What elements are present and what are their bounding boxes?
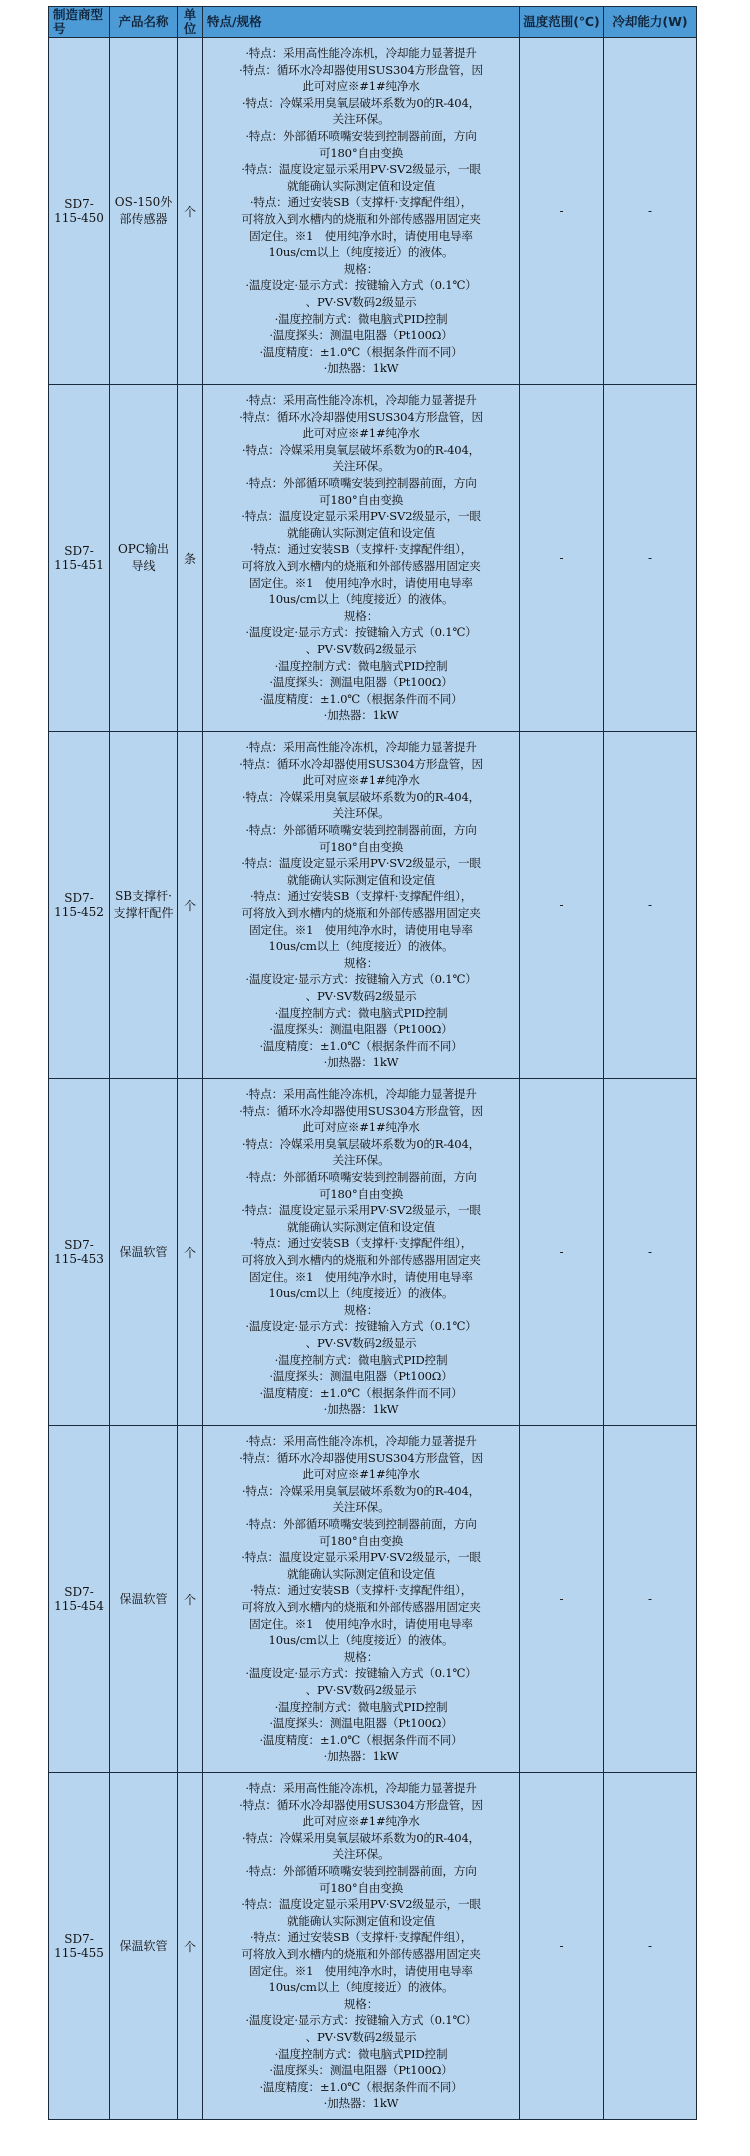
feature-line: ·特点：温度设定显示采用PV·SV2级显示，一眼 bbox=[241, 162, 481, 177]
features-cell bbox=[203, 1079, 520, 1426]
feature-line: ·特点：温度设定显示采用PV·SV2级显示，一眼 bbox=[241, 856, 481, 871]
feature-line: 固定住。※1 使用纯净水时，请使用电导率 bbox=[249, 575, 473, 590]
feature-line: ·温度设定·显示方式：按键输入方式（0.1℃） bbox=[245, 1319, 477, 1334]
feature-line: ·特点：循环水冷却器使用SUS304方形盘管，因 bbox=[239, 756, 483, 771]
table-body bbox=[49, 38, 697, 2120]
header-model: 制造商型号 bbox=[49, 7, 110, 38]
feature-line: ·特点：外部循环喷嘴安装到控制器前面，方向 bbox=[245, 1517, 477, 1532]
feature-line: 、PV·SV数码2级显示 bbox=[305, 988, 417, 1003]
unit-cell: 个 bbox=[178, 1773, 203, 2120]
feature-line: ·特点：循环水冷却器使用SUS304方形盘管，因 bbox=[239, 1797, 483, 1812]
header-product-name: 产品名称 bbox=[110, 7, 178, 38]
feature-line: ·特点：通过安装SB（支撑杆·支撑配件组）， bbox=[249, 195, 473, 210]
feature-line: 可将放入到水槽内的烧瓶和外部传感器用固定夹 bbox=[241, 1600, 481, 1614]
product-name-cell: 保温软管 bbox=[110, 1773, 178, 2120]
model-cell: SD7-115-454 bbox=[49, 1426, 110, 1773]
feature-line: ·温度探头：测温电阻器（Pt100Ω） bbox=[269, 1022, 453, 1037]
feature-line: 10us/cm以上（纯度接近）的液体。 bbox=[268, 1633, 454, 1648]
header-temp-range: 温度范围(℃) bbox=[520, 7, 604, 38]
feature-line: ·特点：采用高性能冷冻机，冷却能力显著提升 bbox=[245, 1434, 477, 1449]
temp-range-cell: - bbox=[520, 1079, 604, 1426]
feature-line: 可将放入到水槽内的烧瓶和外部传感器用固定夹 bbox=[241, 906, 481, 920]
features-cell bbox=[203, 1426, 520, 1773]
feature-line: ·特点：通过安装SB（支撑杆·支撑配件组）， bbox=[249, 1236, 473, 1251]
feature-line: ·温度精度：±1.0℃（根据条件而不同） bbox=[259, 1385, 463, 1400]
features-cell bbox=[203, 732, 520, 1079]
feature-line: 10us/cm以上（纯度接近）的液体。 bbox=[268, 939, 454, 954]
feature-line: ·特点：循环水冷却器使用SUS304方形盘管，因 bbox=[239, 62, 483, 77]
model-cell: SD7-115-455 bbox=[49, 1773, 110, 2120]
feature-line: ·温度设定·显示方式：按键输入方式（0.1℃） bbox=[245, 2013, 477, 2028]
feature-line: 此可对应※#1#纯净水 bbox=[302, 1814, 420, 1829]
table-row bbox=[49, 38, 697, 385]
product-table-container bbox=[48, 6, 696, 2120]
feature-line: 可180°自由变换 bbox=[318, 1880, 404, 1895]
feature-line: 关注环保。 bbox=[332, 1153, 390, 1168]
feature-line: ·温度控制方式：微电脑式PID控制 bbox=[274, 311, 448, 326]
feature-line: ·特点：冷媒采用臭氧层破坏系数为0的R-404， bbox=[241, 1830, 481, 1845]
feature-line: 关注环保。 bbox=[332, 1847, 390, 1862]
feature-line: 规格： bbox=[343, 955, 379, 970]
feature-line: ·温度控制方式：微电脑式PID控制 bbox=[274, 1352, 448, 1367]
feature-line: 就能确认实际测定值和设定值 bbox=[286, 1219, 436, 1234]
feature-line: 可180°自由变换 bbox=[318, 492, 404, 507]
cooling-cell: - bbox=[604, 385, 697, 732]
cooling-cell: - bbox=[604, 38, 697, 385]
table-row bbox=[49, 1426, 697, 1773]
feature-line: 就能确认实际测定值和设定值 bbox=[286, 178, 436, 193]
model-cell: SD7-115-451 bbox=[49, 385, 110, 732]
features-cell bbox=[203, 38, 520, 385]
temp-range-cell: - bbox=[520, 1426, 604, 1773]
feature-line: ·温度控制方式：微电脑式PID控制 bbox=[274, 2046, 448, 2061]
cooling-cell: - bbox=[604, 1079, 697, 1426]
feature-line: 、PV·SV数码2级显示 bbox=[305, 2029, 417, 2044]
feature-line: ·温度精度：±1.0℃（根据条件而不同） bbox=[259, 1038, 463, 1053]
feature-line: 、PV·SV数码2级显示 bbox=[305, 1335, 417, 1350]
feature-line: 固定住。※1 使用纯净水时，请使用电导率 bbox=[249, 922, 473, 937]
temp-range-cell: - bbox=[520, 732, 604, 1079]
feature-line: 、PV·SV数码2级显示 bbox=[305, 1682, 417, 1697]
feature-line: ·温度精度：±1.0℃（根据条件而不同） bbox=[259, 344, 463, 359]
feature-line: 此可对应※#1#纯净水 bbox=[302, 79, 420, 94]
feature-line: 10us/cm以上（纯度接近）的液体。 bbox=[268, 592, 454, 607]
unit-cell: 个 bbox=[178, 1079, 203, 1426]
feature-line: ·温度探头：测温电阻器（Pt100Ω） bbox=[269, 328, 453, 343]
model-cell: SD7-115-450 bbox=[49, 38, 110, 385]
feature-line: ·特点：采用高性能冷冻机，冷却能力显著提升 bbox=[245, 393, 477, 408]
feature-line: ·特点：采用高性能冷冻机，冷却能力显著提升 bbox=[245, 1087, 477, 1102]
feature-line: ·温度精度：±1.0℃（根据条件而不同） bbox=[259, 2079, 463, 2094]
feature-line: 可180°自由变换 bbox=[318, 1186, 404, 1201]
feature-line: 、PV·SV数码2级显示 bbox=[305, 641, 417, 656]
feature-line: ·特点：外部循环喷嘴安装到控制器前面，方向 bbox=[245, 476, 477, 491]
feature-line: 关注环保。 bbox=[332, 459, 390, 474]
header-unit: 单位 bbox=[178, 7, 203, 38]
feature-line: ·温度控制方式：微电脑式PID控制 bbox=[274, 1005, 448, 1020]
feature-line: ·温度设定·显示方式：按键输入方式（0.1℃） bbox=[245, 625, 477, 640]
feature-line: ·温度探头：测温电阻器（Pt100Ω） bbox=[269, 2063, 453, 2078]
feature-line: ·特点：冷媒采用臭氧层破坏系数为0的R-404， bbox=[241, 789, 481, 804]
feature-line: 此可对应※#1#纯净水 bbox=[302, 1467, 420, 1482]
feature-line: ·温度探头：测温电阻器（Pt100Ω） bbox=[269, 1716, 453, 1731]
unit-cell: 个 bbox=[178, 38, 203, 385]
feature-line: 关注环保。 bbox=[332, 112, 390, 127]
product-name-cell: 保温软管 bbox=[110, 1079, 178, 1426]
feature-line: 可将放入到水槽内的烧瓶和外部传感器用固定夹 bbox=[241, 1947, 481, 1961]
feature-line: ·加热器：1kW bbox=[323, 2096, 399, 2111]
cooling-cell: - bbox=[604, 732, 697, 1079]
feature-line: ·温度控制方式：微电脑式PID控制 bbox=[274, 1699, 448, 1714]
feature-line: 可180°自由变换 bbox=[318, 1533, 404, 1548]
table-header-row bbox=[49, 7, 697, 38]
feature-line: ·特点：外部循环喷嘴安装到控制器前面，方向 bbox=[245, 1864, 477, 1879]
feature-line: ·特点：温度设定显示采用PV·SV2级显示，一眼 bbox=[241, 1203, 481, 1218]
temp-range-cell: - bbox=[520, 38, 604, 385]
feature-line: 可将放入到水槽内的烧瓶和外部传感器用固定夹 bbox=[241, 559, 481, 573]
table-row bbox=[49, 1079, 697, 1426]
cooling-cell: - bbox=[604, 1773, 697, 2120]
feature-line: ·特点：循环水冷却器使用SUS304方形盘管，因 bbox=[239, 1450, 483, 1465]
feature-line: 规格： bbox=[343, 1302, 379, 1317]
feature-line: 规格： bbox=[343, 1996, 379, 2011]
feature-line: 此可对应※#1#纯净水 bbox=[302, 773, 420, 788]
feature-line: 、PV·SV数码2级显示 bbox=[305, 294, 417, 309]
feature-line: 固定住。※1 使用纯净水时，请使用电导率 bbox=[249, 1616, 473, 1631]
model-cell: SD7-115-453 bbox=[49, 1079, 110, 1426]
feature-line: 10us/cm以上（纯度接近）的液体。 bbox=[268, 245, 454, 260]
product-name-cell: OS-150外部传感器 bbox=[110, 38, 178, 385]
feature-line: 固定住。※1 使用纯净水时，请使用电导率 bbox=[249, 1269, 473, 1284]
feature-line: ·特点：循环水冷却器使用SUS304方形盘管，因 bbox=[239, 409, 483, 424]
feature-line: ·特点：采用高性能冷冻机，冷却能力显著提升 bbox=[245, 740, 477, 755]
feature-line: ·特点：冷媒采用臭氧层破坏系数为0的R-404， bbox=[241, 1136, 481, 1151]
table-row bbox=[49, 732, 697, 1079]
model-cell: SD7-115-452 bbox=[49, 732, 110, 1079]
feature-line: 可将放入到水槽内的烧瓶和外部传感器用固定夹 bbox=[241, 212, 481, 226]
unit-cell: 条 bbox=[178, 385, 203, 732]
feature-line: 规格： bbox=[343, 1649, 379, 1664]
feature-line: ·温度设定·显示方式：按键输入方式（0.1℃） bbox=[245, 278, 477, 293]
cooling-cell: - bbox=[604, 1426, 697, 1773]
table-row bbox=[49, 1773, 697, 2120]
feature-line: ·特点：通过安装SB（支撑杆·支撑配件组）， bbox=[249, 1583, 473, 1598]
feature-line: ·温度探头：测温电阻器（Pt100Ω） bbox=[269, 675, 453, 690]
feature-line: ·温度精度：±1.0℃（根据条件而不同） bbox=[259, 1732, 463, 1747]
product-name-cell: OPC输出导线 bbox=[110, 385, 178, 732]
feature-line: 固定住。※1 使用纯净水时，请使用电导率 bbox=[249, 228, 473, 243]
feature-line: ·特点：通过安装SB（支撑杆·支撑配件组）， bbox=[249, 542, 473, 557]
feature-line: ·特点：冷媒采用臭氧层破坏系数为0的R-404， bbox=[241, 95, 481, 110]
feature-line: ·温度设定·显示方式：按键输入方式（0.1℃） bbox=[245, 1666, 477, 1681]
feature-line: ·特点：冷媒采用臭氧层破坏系数为0的R-404， bbox=[241, 1483, 481, 1498]
feature-line: 10us/cm以上（纯度接近）的液体。 bbox=[268, 1286, 454, 1301]
unit-cell: 个 bbox=[178, 732, 203, 1079]
product-spec-table bbox=[48, 6, 697, 2120]
temp-range-cell: - bbox=[520, 385, 604, 732]
header-cooling: 冷却能力(W) bbox=[604, 7, 697, 38]
feature-line: 就能确认实际测定值和设定值 bbox=[286, 1566, 436, 1581]
header-features: 特点/规格 bbox=[203, 7, 520, 38]
table-row bbox=[49, 385, 697, 732]
feature-line: 关注环保。 bbox=[332, 806, 390, 821]
feature-line: ·特点：冷媒采用臭氧层破坏系数为0的R-404， bbox=[241, 442, 481, 457]
feature-line: ·特点：采用高性能冷冻机，冷却能力显著提升 bbox=[245, 46, 477, 61]
feature-line: 此可对应※#1#纯净水 bbox=[302, 426, 420, 441]
feature-line: ·特点：通过安装SB（支撑杆·支撑配件组）， bbox=[249, 1930, 473, 1945]
feature-line: ·特点：温度设定显示采用PV·SV2级显示，一眼 bbox=[241, 509, 481, 524]
unit-cell: 个 bbox=[178, 1426, 203, 1773]
feature-line: ·加热器：1kW bbox=[323, 1402, 399, 1417]
feature-line: ·加热器：1kW bbox=[323, 361, 399, 376]
temp-range-cell: - bbox=[520, 1773, 604, 2120]
feature-line: 规格： bbox=[343, 261, 379, 276]
features-cell bbox=[203, 1773, 520, 2120]
features-cell bbox=[203, 385, 520, 732]
feature-line: ·温度控制方式：微电脑式PID控制 bbox=[274, 658, 448, 673]
feature-line: ·特点：外部循环喷嘴安装到控制器前面，方向 bbox=[245, 129, 477, 144]
feature-line: ·特点：通过安装SB（支撑杆·支撑配件组）， bbox=[249, 889, 473, 904]
feature-line: 可180°自由变换 bbox=[318, 839, 404, 854]
feature-line: ·特点：采用高性能冷冻机，冷却能力显著提升 bbox=[245, 1781, 477, 1796]
feature-line: 可将放入到水槽内的烧瓶和外部传感器用固定夹 bbox=[241, 1253, 481, 1267]
feature-line: ·温度设定·显示方式：按键输入方式（0.1℃） bbox=[245, 972, 477, 987]
feature-line: ·加热器：1kW bbox=[323, 708, 399, 723]
feature-line: 关注环保。 bbox=[332, 1500, 390, 1515]
feature-line: ·特点：温度设定显示采用PV·SV2级显示，一眼 bbox=[241, 1550, 481, 1565]
feature-line: 规格： bbox=[343, 608, 379, 623]
product-name-cell: 保温软管 bbox=[110, 1426, 178, 1773]
feature-line: ·加热器：1kW bbox=[323, 1055, 399, 1070]
feature-line: ·特点：循环水冷却器使用SUS304方形盘管，因 bbox=[239, 1103, 483, 1118]
feature-line: ·特点：温度设定显示采用PV·SV2级显示，一眼 bbox=[241, 1897, 481, 1912]
feature-line: 就能确认实际测定值和设定值 bbox=[286, 525, 436, 540]
feature-line: 10us/cm以上（纯度接近）的液体。 bbox=[268, 1980, 454, 1995]
feature-line: ·加热器：1kW bbox=[323, 1749, 399, 1764]
feature-line: 可180°自由变换 bbox=[318, 145, 404, 160]
feature-line: 就能确认实际测定值和设定值 bbox=[286, 872, 436, 887]
feature-line: 此可对应※#1#纯净水 bbox=[302, 1120, 420, 1135]
feature-line: ·特点：外部循环喷嘴安装到控制器前面，方向 bbox=[245, 823, 477, 838]
feature-line: 固定住。※1 使用纯净水时，请使用电导率 bbox=[249, 1963, 473, 1978]
feature-line: ·温度精度：±1.0℃（根据条件而不同） bbox=[259, 691, 463, 706]
feature-line: ·温度探头：测温电阻器（Pt100Ω） bbox=[269, 1369, 453, 1384]
feature-line: ·特点：外部循环喷嘴安装到控制器前面，方向 bbox=[245, 1170, 477, 1185]
feature-line: 就能确认实际测定值和设定值 bbox=[286, 1913, 436, 1928]
product-name-cell: SB支撑杆·支撑杆配件 bbox=[110, 732, 178, 1079]
